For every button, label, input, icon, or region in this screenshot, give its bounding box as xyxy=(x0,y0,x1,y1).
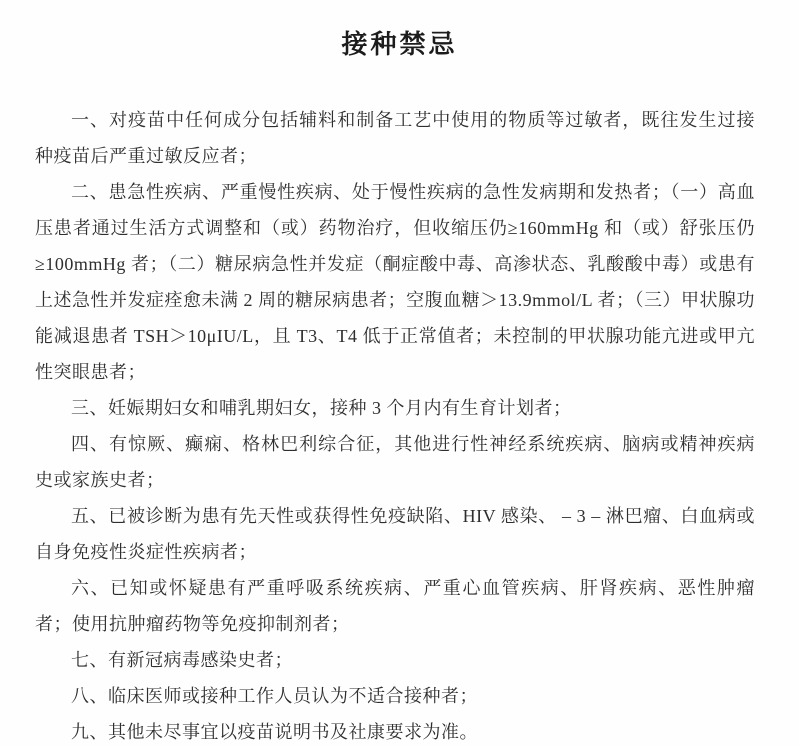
document-body xyxy=(35,102,755,746)
paragraph-clinician-judgement: 八、临床医师或接种工作人员认为不适合接种者； xyxy=(71,686,478,706)
paragraph-pregnancy: 三、妊娠期妇女和哺乳期妇女，接种 3 个月内有生育计划者； xyxy=(71,398,572,418)
page-title: 接种禁忌 xyxy=(341,30,458,59)
paragraph-covid-history: 七、有新冠病毒感染史者； xyxy=(71,650,293,670)
paragraph-severe-disease: 六、已知或怀疑患有严重呼吸系统疾病、严重心血管疾病、肝肾疾病、恶性肿瘤者；使用抗肿瘤药物等免疫抑制剂者； xyxy=(35,578,755,634)
paragraph-acute-chronic-disease: 二、患急性疾病、严重慢性疾病、处于慢性疾病的急性发病期和发热者；（一）高血压患者通过生活方式调整和（或）药物治疗，但收缩压仍≥160mmHg 和（或）舒张压仍≥100mmHg 者；（二）糖尿病急性并发症（酮症酸中毒、高渗状态、乳酸酸中毒）或患有上述急性并发症痊愈未满 2 周的糖尿病患者；空腹血糖＞13.9mmol/L 者；（三）甲状腺功能减退患者 TSH＞10μIU/L，且 T3、T4 低于正常值者；未控制的甲状腺功能亢进或甲亢性突眼患者； xyxy=(35,182,755,382)
paragraph-neurological: 四、有惊厥、癫痫、格林巴利综合征，其他进行性神经系统疾病、脑病或精神疾病史或家族史者； xyxy=(35,434,755,490)
paragraph-other-matters: 九、其他未尽事宜以疫苗说明书及社康要求为准。 xyxy=(71,722,478,742)
paragraph-immunodeficiency: 五、已被诊断为患有先天性或获得性免疫缺陷、HIV 感染、 – 3 – 淋巴瘤、白血病或自身免疫性炎症性疾病者； xyxy=(35,506,755,562)
paragraph-allergy: 一、对疫苗中任何成分包括辅料和制备工艺中使用的物质等过敏者，既往发生过接种疫苗后严重过敏反应者； xyxy=(35,110,755,166)
